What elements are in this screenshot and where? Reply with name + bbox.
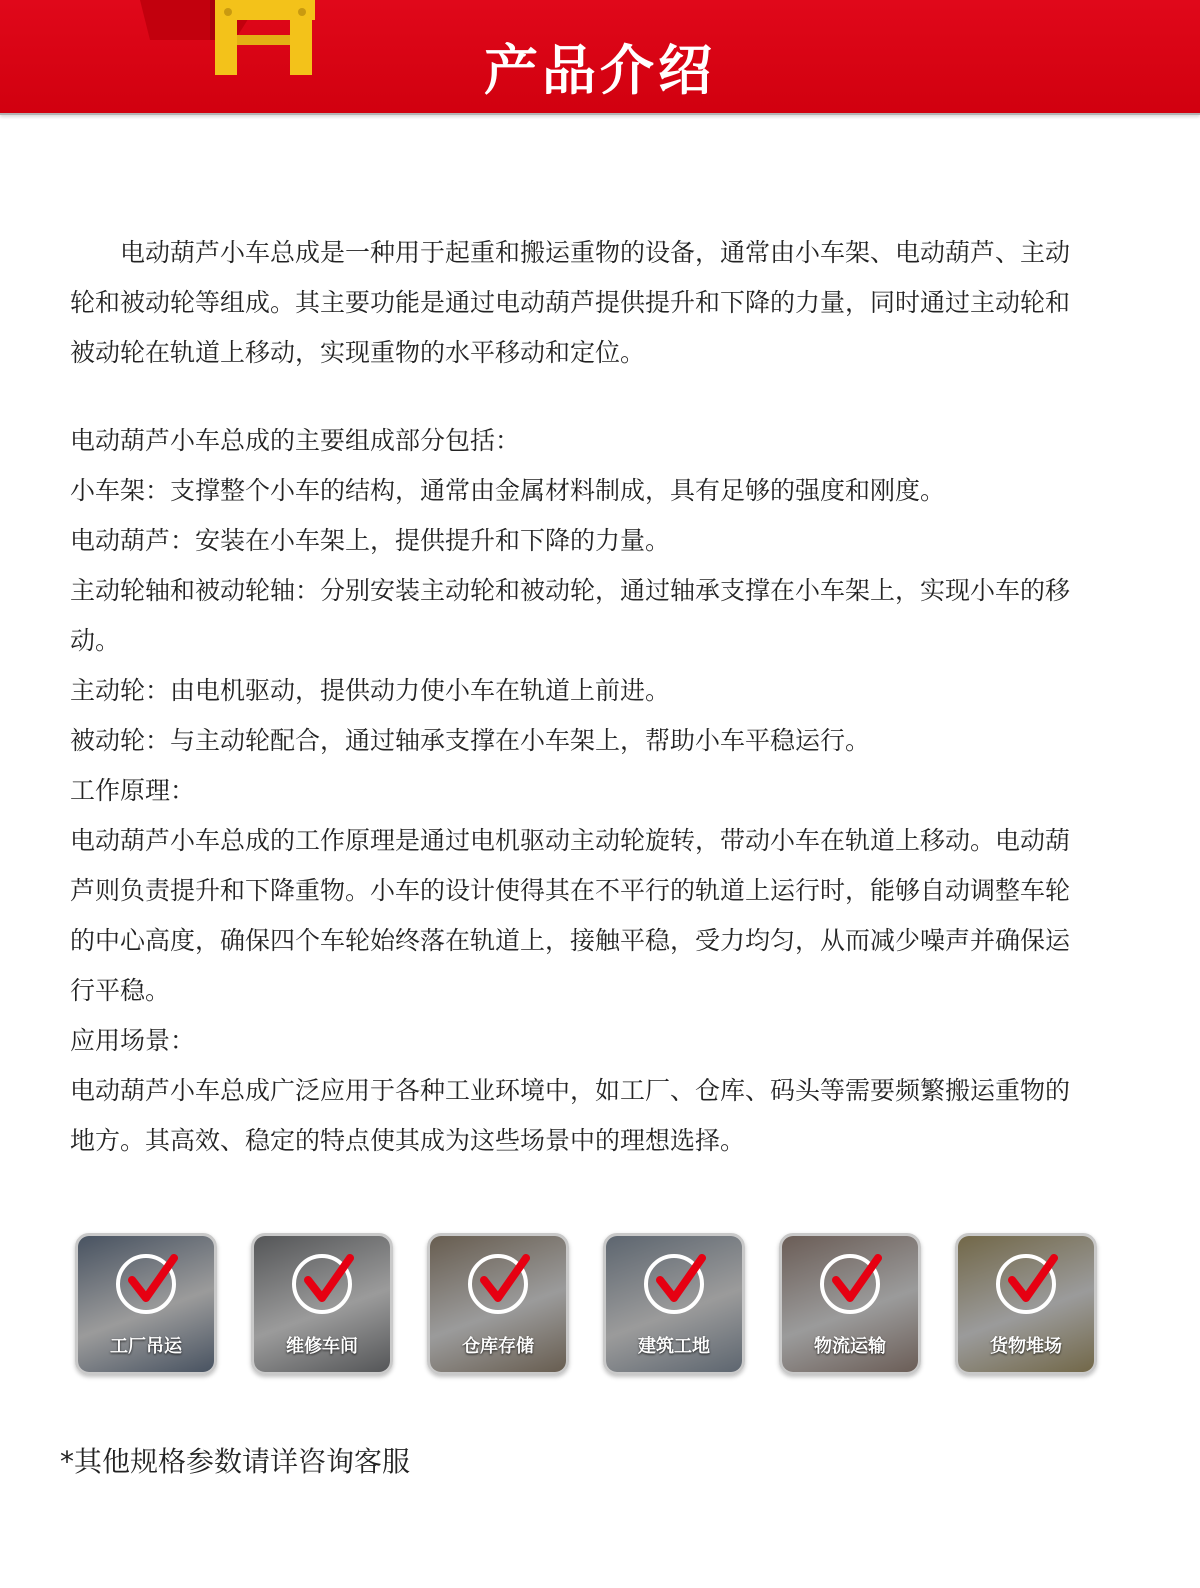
scene-tile [427,1233,569,1375]
footnote: *其他规格参数请详咨询客服 [60,1445,411,1478]
product-description [70,228,1070,1166]
scene-tile [75,1233,217,1375]
page-title: 产品介绍 [484,39,716,102]
principle-heading: 工作原理： [70,776,196,805]
checkmark-icon [116,1254,176,1314]
application-text: 电动葫芦小车总成广泛应用于各种工业环境中，如工厂、仓库、码头等需要频繁搬运重物的地方。其高效、稳定的特点使其成为这些场景中的理想选择。 [70,1076,1071,1155]
scene-label: 仓库存储 [462,1336,534,1357]
checkmark-icon [996,1254,1056,1314]
checkmark-icon [644,1254,704,1314]
scene-label: 货物堆场 [990,1336,1062,1357]
application-heading: 应用场景： [70,1026,196,1055]
checkmark-icon [468,1254,528,1314]
scene-label: 物流运输 [814,1336,886,1357]
principle-text: 电动葫芦小车总成的工作原理是通过电机驱动主动轮旋转，带动小车在轨道上移动。电动葫芦则负责提升和下降重物。小车的设计使得其在不平行的轨道上运行时，能够自动调整车轮的中心高度，确保四个车轮始终落在轨道上，接触平稳，受力均匀，从而减少噪声并确保运行平稳。 [70,826,1071,1005]
application-scenes [75,1233,1105,1378]
scene-label: 建筑工地 [638,1336,710,1357]
scene-label: 维修车间 [286,1336,358,1357]
checkmark-icon [292,1254,352,1314]
component-item: 被动轮：与主动轮配合，通过轴承支撑在小车架上，帮助小车平稳运行。 [70,726,871,755]
component-item: 小车架：支撑整个小车的结构，通常由金属材料制成，具有足够的强度和刚度。 [70,476,946,505]
component-item: 主动轮：由电机驱动，提供动力使小车在轨道上前进。 [70,676,671,705]
scene-tile [603,1233,745,1375]
scene-label: 工厂吊运 [110,1336,182,1357]
component-item: 主动轮轴和被动轮轴：分别安装主动轮和被动轮，通过轴承支撑在小车架上，实现小车的移动。 [70,576,1071,655]
scene-tile [779,1233,921,1375]
components-heading: 电动葫芦小车总成的主要组成部分包括： [70,426,521,455]
header-banner [0,0,1200,115]
checkmark-icon [820,1254,880,1314]
intro-paragraph: 电动葫芦小车总成是一种用于起重和搬运重物的设备，通常由小车架、电动葫芦、主动轮和被动轮等组成。其主要功能是通过电动葫芦提供提升和下降的力量，同时通过主动轮和被动轮在轨道上移动，实现重物的水平移动和定位。 [70,238,1071,367]
component-item: 电动葫芦：安装在小车架上，提供提升和下降的力量。 [70,526,671,555]
scene-tile [955,1233,1097,1375]
scene-tile [251,1233,393,1375]
